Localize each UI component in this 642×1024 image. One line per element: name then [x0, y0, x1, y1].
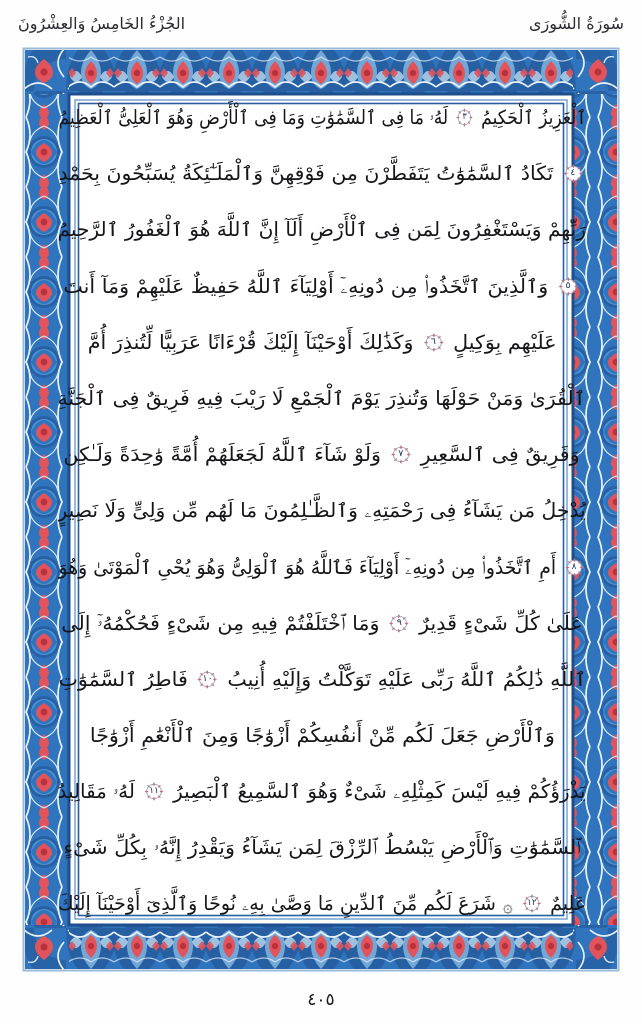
border-band-top	[66, 50, 576, 94]
ayah-number-text: ٦	[430, 336, 436, 347]
ayah-text-segment: عَلَيْهِم بِوَكِيلٍ	[452, 330, 557, 354]
corner-ornament-top-right	[573, 50, 617, 94]
ayah-text-segment: لَهُۥ مَا فِى ٱلسَّمَٰوَٰتِ وَمَا فِى ٱلْأَرْضِ وَهُوَ ٱلْعَلِىُّ ٱلْعَظِيمُ	[58, 106, 448, 129]
ayah-line-content	[63, 276, 581, 297]
ayah-number-marker	[557, 276, 579, 297]
ayah-number-marker	[522, 893, 542, 914]
page-number: ٤٠٥	[307, 990, 335, 1010]
ayah-line-content	[61, 613, 583, 634]
ayah-text-segment: يَذْرَؤُكُمْ فِيهِ لَيْسَ كَمِثْلِهِۦ شَىْءٌ وَهُوَ ٱلسَّمِيعُ ٱلْبَصِيرُ	[173, 780, 586, 804]
ayah-line-content	[58, 163, 586, 184]
ayah-text-segment: وَلَوْ شَآءَ ٱللَّهُ لَجَعَلَهُمْ أُمَّةً وَٰحِدَةً وَلَـٰكِن	[63, 443, 382, 467]
ayah-line	[58, 321, 586, 364]
ayah-number-text: ٤	[570, 168, 576, 179]
ayah-text-segment: وَفَرِيقٌ فِى ٱلسَّعِيرِ	[421, 443, 581, 467]
hizb-marker-icon: ۞	[502, 896, 513, 917]
ayah-number-marker	[390, 444, 412, 465]
ayah-line-content	[88, 332, 557, 353]
ayah-line-content	[58, 781, 586, 802]
ayah-text-segment: عَلَىٰ كُلِّ شَىْءٍ قَدِيرٌ	[419, 611, 583, 635]
ayah-text-segment: رَبِّهِمْ وَيَسْتَغْفِرُونَ لِمَن فِى ٱلْأَرْضِ أَلَآ إِنَّ ٱللَّهَ هُوَ ٱلْغَفُورُ ٱلرَّحِيمُ	[58, 218, 586, 242]
corner-ornament-top-left	[25, 50, 69, 94]
ayah-text-segment: وَٱلْأَرْضِ جَعَلَ لَكُم مِّنْ أَنفُسِكُمْ أَزْوَٰجًا وَمِنَ ٱلْأَنْعَٰمِ أَزْوَٰجًا	[89, 723, 555, 747]
ayah-line	[58, 433, 586, 476]
ayah-line	[58, 489, 586, 532]
ayah-number-text: ١٠	[202, 674, 213, 685]
ayah-number-text: ١١	[149, 786, 160, 797]
ayah-line	[58, 265, 586, 308]
ayah-text-segment: ٱللَّهِ ذَٰلِكُمُ ٱللَّهُ رَبِّى عَلَيْهِ تَوَكَّلْتُ وَإِلَيْهِ أُنِيبُ	[226, 668, 586, 692]
ayah-number-marker	[562, 163, 584, 184]
ayah-line-content	[58, 557, 586, 578]
page-header	[0, 6, 642, 42]
ayah-text-segment: فَاطِرُ ٱلسَّمَٰوَٰتِ	[58, 668, 188, 692]
ayah-text-segment: شَرَعَ لَكُم مِّنَ ٱلدِّينِ مَا وَصَّىٰ بِهِۦ نُوحًا وَٱلَّذِىٓ أَوْحَيْنَآ إِلَيْكَ	[58, 891, 496, 915]
ayah-number-marker	[144, 781, 165, 802]
ayah-line	[58, 602, 586, 645]
ayah-text-segment: تَكَادُ ٱلسَّمَٰوَٰتُ يَتَفَطَّرْنَ مِن فَوْقِهِنَّ وَٱلْمَلَـٰٓئِكَةُ يُسَبِّحُونَ بِحَمْدِ	[58, 162, 553, 186]
ayah-line-content	[89, 723, 555, 747]
ayah-line-content	[63, 838, 581, 858]
ayah-number-text: ٣	[462, 112, 467, 122]
ayah-number-marker	[388, 613, 410, 634]
ayah-text-segment: ٱلْقُرَىٰ وَمَنْ حَوْلَهَا وَتُنذِرَ يَوْمَ ٱلْجَمْعِ لَا رَيْبَ فِيهِ فَرِيقٌ فِى ٱلْجَنَّةِ	[58, 386, 586, 410]
ayah-line	[58, 714, 586, 757]
ayah-line	[58, 883, 586, 926]
ayah-line-content	[58, 386, 586, 410]
juz-label: الجُزْءُ الخَامِسُ وَالعِشْرُونَ	[18, 14, 186, 34]
ayah-line	[58, 208, 586, 251]
ayah-line-content	[58, 669, 586, 690]
ayah-line	[58, 827, 586, 870]
ayah-text-segment: يُدْخِلُ مَن يَشَآءُ فِى رَحْمَتِهِۦ وَٱلظَّـٰلِمُونَ مَا لَهُم مِّن وَلِىٍّ وَلَا نَصِيرٍ	[58, 499, 586, 523]
ayah-line-content	[58, 893, 586, 916]
ayah-line-content	[58, 220, 586, 240]
ayah-line-content	[58, 501, 586, 521]
ayah-text-segment: وَكَذَٰلِكَ أَوْحَيْنَآ إِلَيْكَ قُرْءَانًا عَرَبِيًّا لِّتُنذِرَ أُمَّ	[87, 330, 414, 354]
ayah-line	[58, 546, 586, 589]
ayah-text-segment: ٱلْعَزِيزُ ٱلْحَكِيمُ	[480, 106, 586, 129]
ayah-number-marker	[196, 669, 218, 690]
ayah-line-content	[58, 107, 586, 128]
ayah-line	[58, 377, 586, 420]
ayah-text-segment: وَٱلَّذِينَ ٱتَّخَذُوا۟ مِن دُونِهِۦٓ أَوْلِيَآءَ ٱللَّهُ حَفِيظٌ عَلَيْهِمْ وَمَآ أَنتَ	[63, 274, 548, 298]
ayah-number-text: ١٢	[527, 897, 537, 908]
surah-label: سُورَةُ الشُّورَى	[529, 14, 624, 34]
quran-text-block	[58, 92, 586, 932]
ayah-number-text: ٨	[571, 561, 577, 572]
ayah-text-segment: عَلِيمٌ	[550, 891, 586, 915]
ayah-number-text: ٥	[565, 280, 571, 291]
ayah-number-marker	[564, 557, 584, 578]
ayah-text-segment: وَمَا ٱخْتَلَفْتُمْ فِيهِ مِن شَىْءٍ فَحُكْمُهُۥٓ إِلَى	[61, 611, 380, 635]
ayah-line	[58, 770, 586, 813]
ayah-line	[58, 96, 586, 139]
ayah-number-text: ٩	[396, 617, 402, 628]
ayah-line-content	[64, 444, 580, 465]
ayah-text-segment: أَمِ ٱتَّخَذُوا۟ مِن دُونِهِۦٓ أَوْلِيَآءَ فَٱللَّهُ هُوَ ٱلْوَلِىُّ وَهُوَ يُحْىِ ٱلْمَوْتَىٰ وَهُوَ	[58, 555, 556, 579]
ayah-number-text: ٧	[398, 449, 404, 460]
ayah-text-segment: لَهُۥ مَقَالِيدُ	[58, 780, 136, 804]
ayah-number-marker	[422, 332, 444, 353]
ayah-number-marker	[455, 107, 474, 128]
ayah-text-segment: ٱلسَّمَٰوَٰتِ وَٱلْأَرْضِ يَبْسُطُ ٱلرِّزْقَ لِمَن يَشَآءُ وَيَقْدِرُ إِنَّهُۥ بِكُلِّ شَىْءٍ	[63, 836, 581, 860]
ayah-line	[58, 152, 586, 195]
ayah-line	[58, 658, 586, 701]
